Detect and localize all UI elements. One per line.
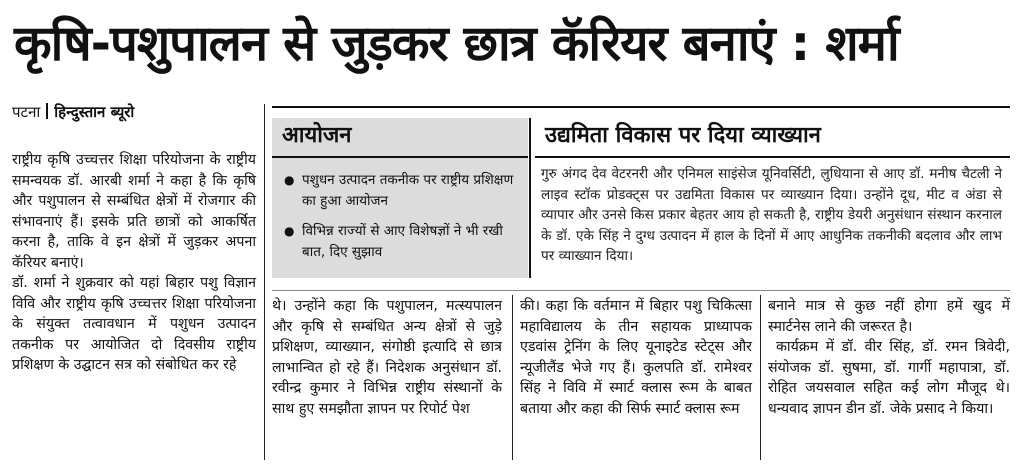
- byline-separator: [46, 103, 48, 119]
- event-box: [272, 118, 528, 278]
- lecture-box-text: गुरु अंगद देव वेटरनरी और एनिमल साइंसेज यूनिवर्सिटी, लुधियाना से आए डॉ. मनीष चैटली ने लाइव स्टॉक प्रोडक्ट्स पर उद्यमिता विकास पर व्याख्यान दिया। उन्होंने दूध, मीट व अंडा से व्यापार और उनसे किस प्रकार बेहतर आय हो सकती है, राष्ट्रीय डेयरी अनुसंधान संस्थान करनाल के डॉ. एके सिंह ने दुग्ध उत्पादन में हाल के दिनों में आए आधुनिक तकनीकी बदलाव और लाभ पर व्याख्यान दिया।: [541, 166, 1002, 264]
- column-rule-2: [512, 295, 513, 460]
- article-paragraph: कार्यक्रम में डॉ. वीर सिंह, डॉ. रमन त्रिवेदी, संयोजक डॉ. सुषमा, डॉ. गार्गी महापात्रा, डॉ. रोहित जयसवाल सहित कई लोग मौजूद थे। धन्यवाद ज्ञापन डीन डॉ. जेके प्रसाद ने किया।: [768, 339, 1010, 417]
- byline-bureau: हिन्दुस्तान ब्यूरो: [54, 103, 135, 121]
- event-box-heading: आयोजन: [272, 118, 528, 158]
- article-paragraph: की। कहा कि वर्तमान में बिहार पशु चिकित्सा महाविद्यालय के तीन सहायक प्राध्यापक एडवांस ट्रेनिंग के लिए यूनाइटेड स्टेट्स और न्यूजीलैंड भेजे गए हैं। कुलपति डॉ. रामेश्वर सिंह ने विवि में स्मार्ट क्लास रूम के बाबत बताया और कहा की सिर्फ स्मार्ट क्लास रूम: [520, 298, 752, 417]
- column-rule-3: [760, 295, 761, 460]
- event-bullet: ● विभिन्न राज्यों से आए विशेषज्ञों ने भी रखी बात, दिए सुझाव: [284, 221, 518, 262]
- column-rule-1: [264, 104, 265, 460]
- lecture-box: [535, 118, 1010, 278]
- article-paragraph: राष्ट्रीय कृषि उच्चत्तर शिक्षा परियोजना के राष्ट्रीय समन्वयक डॉ. आरबी शर्मा ने कहा है कि कृषि और पशुपालन से सम्बंधित क्षेत्रों में रोजगार की संभावनाएं हैं। इसके प्रति छात्रों को आकर्षित करना है, ताकि वे इन क्षेत्रों में जुड़कर अपना कॅरियर बनाएं।: [12, 152, 256, 271]
- article-column-4: [768, 296, 1010, 419]
- article-paragraph: डॉ. शर्मा ने शुक्रवार को यहां बिहार पशु विज्ञान विवि और राष्ट्रीय कृषि उच्चत्तर शिक्षा परियोजना के संयुक्त तत्वावधान में पशुधन उत्पादन तकनीक पर आयोजित दो दिवसीय राष्ट्रीय प्रशिक्षण के उद्घाटन सत्र को संबोधित कर रहे: [12, 275, 256, 373]
- lecture-box-heading: उद्यमिता विकास पर दिया व्याख्यान: [535, 118, 1010, 158]
- byline-place: पटना: [12, 103, 41, 121]
- event-bullet-list: [272, 158, 528, 262]
- event-bullet: ● पशुधन उत्पादन तकनीक पर राष्ट्रीय प्रशिक्षण का हुआ आयोजन: [284, 170, 518, 211]
- article-column-1: [12, 150, 256, 376]
- article-paragraph: थे। उन्होंने कहा कि पशुपालन, मत्स्यपालन और कृषि से सम्बंधित अन्य क्षेत्रों से जुड़े प्रशिक्षण, व्याख्यान, संगोष्ठी इत्यादि से छात्र लाभान्वित हो रहे हैं। निदेशक अनुसंधान डॉ. रवीन्द्र कुमार ने विभिन्न राष्ट्रीय संस्थानों के साथ हुए समझौता ज्ञापन पर रिपोर्ट पेश: [272, 298, 502, 417]
- byline: [12, 102, 134, 122]
- article-column-2: [272, 296, 502, 419]
- headline: कृषि-पशुपालन से जुड़कर छात्र कॅरियर बनाएं : शर्मा: [14, 15, 899, 72]
- box-divider: [529, 118, 531, 278]
- article-paragraph: बनाने मात्र से कुछ नहीं होगा हमें खुद में स्मार्टनेस लाने की जरूरत है।: [768, 298, 1010, 335]
- article-column-3: [520, 296, 752, 419]
